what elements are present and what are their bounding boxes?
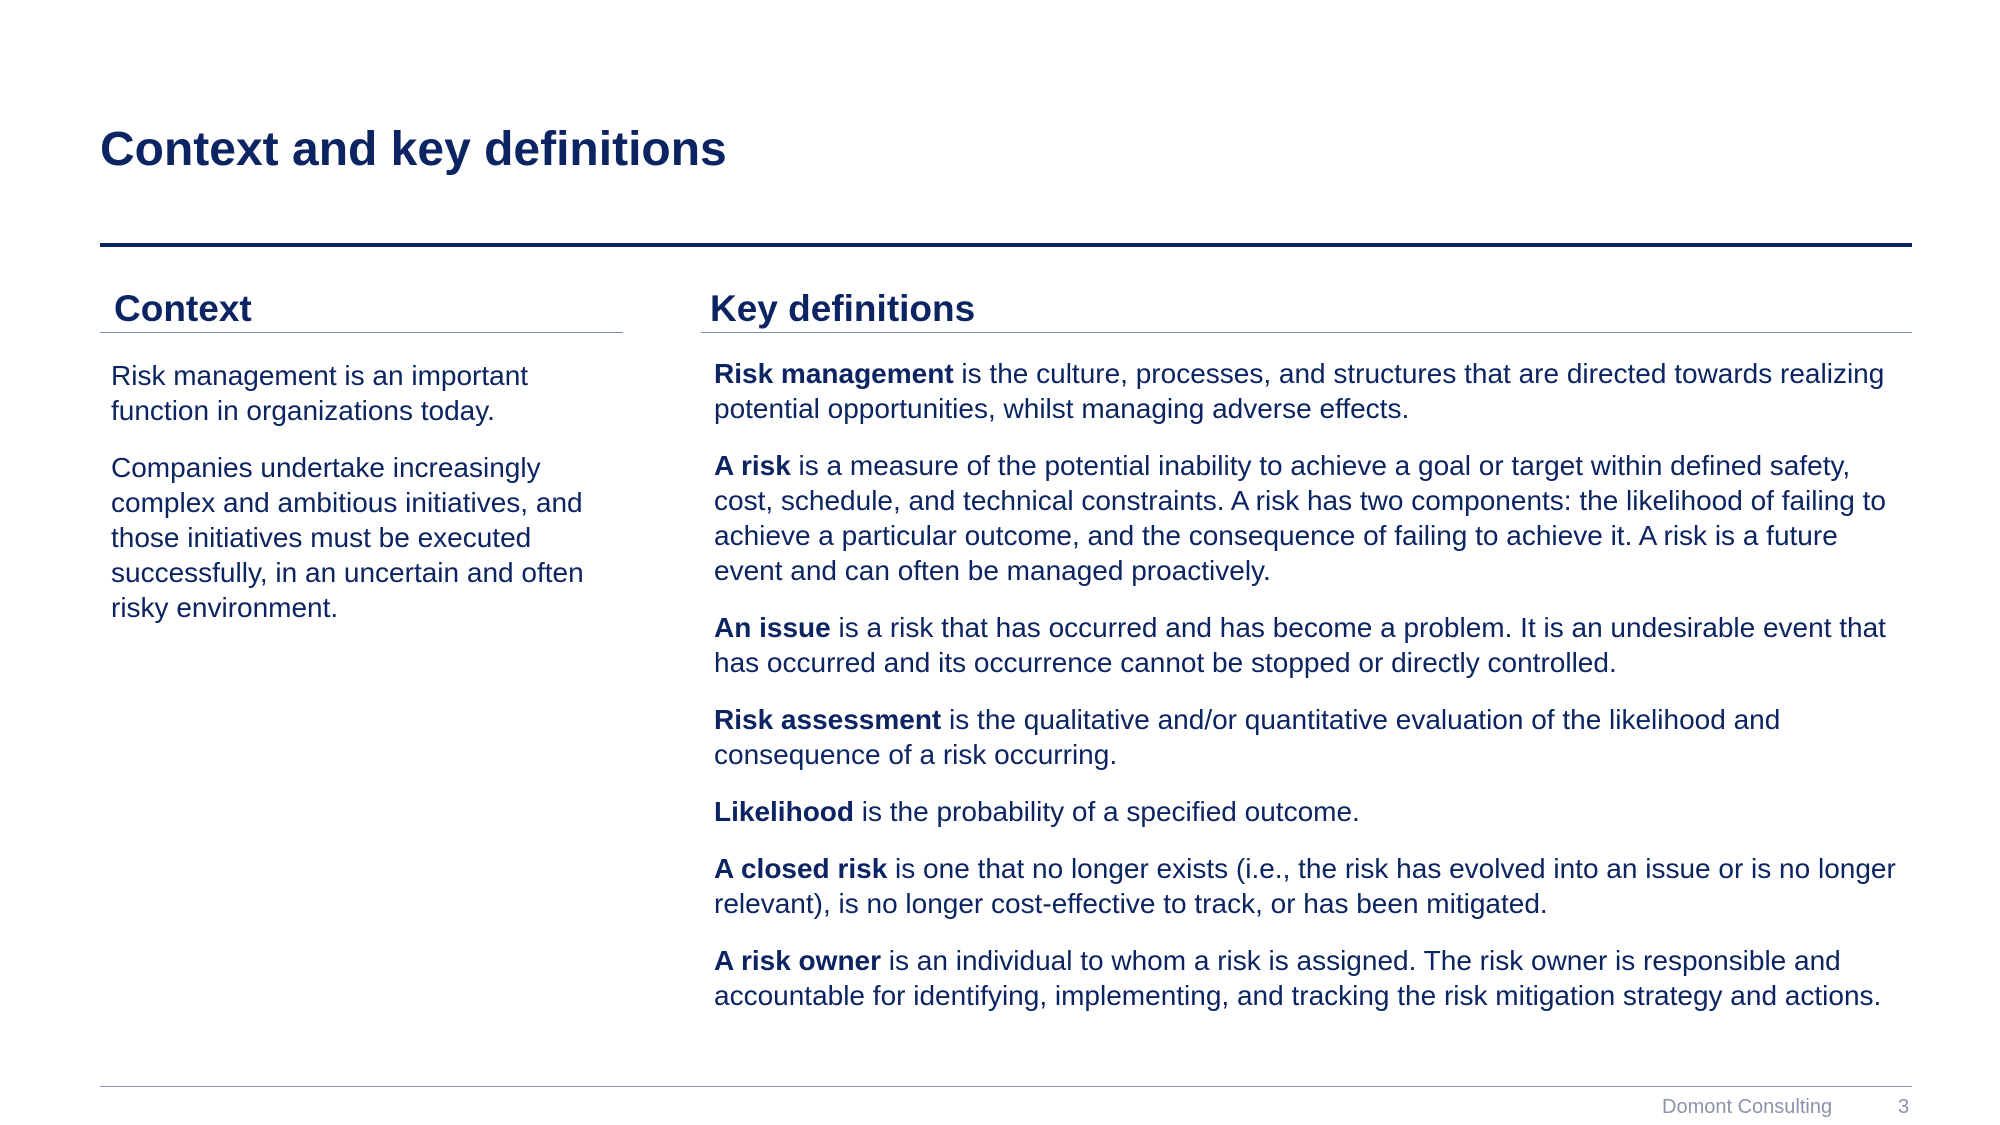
title-divider xyxy=(100,243,1912,247)
footer-divider xyxy=(100,1086,1912,1087)
definition-item xyxy=(714,448,1909,588)
definition-item xyxy=(714,356,1909,426)
definition-text: is one that no longer exists (i.e., the risk has evolved into an issue or is no longer relevant), is no longer cost-effective to track, or has been mitigated. xyxy=(714,853,1896,919)
definition-term: An issue xyxy=(714,612,831,643)
context-body xyxy=(111,358,621,647)
context-paragraph: Companies undertake increasingly complex and ambitious initiatives, and those initiatives must be executed successfully, in an uncertain and often risky environment. xyxy=(111,452,584,623)
definition-item xyxy=(714,943,1909,1013)
definition-item xyxy=(714,851,1909,921)
slide-title: Context and key definitions xyxy=(100,123,727,176)
definition-text: is the culture, processes, and structures that are directed towards realizing potential opportunities, whilst managing adverse effects. xyxy=(714,358,1885,424)
context-paragraph: Risk management is an important function in organizations today. xyxy=(111,360,529,426)
definition-term: A risk xyxy=(714,450,791,481)
definition-term: Risk assessment xyxy=(714,704,942,735)
definition-text: is the qualitative and/or quantitative evaluation of the likelihood and consequence of a risk occurring. xyxy=(714,704,1781,770)
context-heading-divider xyxy=(100,332,623,333)
definition-term: A risk owner xyxy=(714,945,882,976)
footer-company-name: Domont Consulting xyxy=(1662,1096,1833,1118)
footer-page-number: 3 xyxy=(1898,1096,1910,1118)
definition-item xyxy=(714,794,1909,829)
definition-term: Risk management xyxy=(714,358,954,389)
definition-text: is a measure of the potential inability to achieve a goal or target within defined safety, cost, schedule, and technical constraints. A risk has two components: the likelihood of failing to achieve a particular outcome, and the consequence of failing to achieve it. A risk is a future event and can often be managed proactively. xyxy=(714,450,1886,586)
definitions-list xyxy=(714,356,1909,1035)
definition-item xyxy=(714,702,1909,772)
definition-term: Likelihood xyxy=(714,796,854,827)
definitions-heading: Key definitions xyxy=(710,288,976,329)
definition-text: is a risk that has occurred and has become a problem. It is an undesirable event that has occurred and its occurrence cannot be stopped or directly controlled. xyxy=(714,612,1886,678)
definition-term: A closed risk xyxy=(714,853,888,884)
definitions-heading-divider xyxy=(701,332,1912,333)
context-heading: Context xyxy=(114,288,252,329)
definition-text: is the probability of a specified outcome. xyxy=(854,796,1360,827)
definition-text: is an individual to whom a risk is assigned. The risk owner is responsible and accountable for identifying, implementing, and tracking the risk mitigation strategy and actions. xyxy=(714,945,1882,1011)
definition-item xyxy=(714,610,1909,680)
